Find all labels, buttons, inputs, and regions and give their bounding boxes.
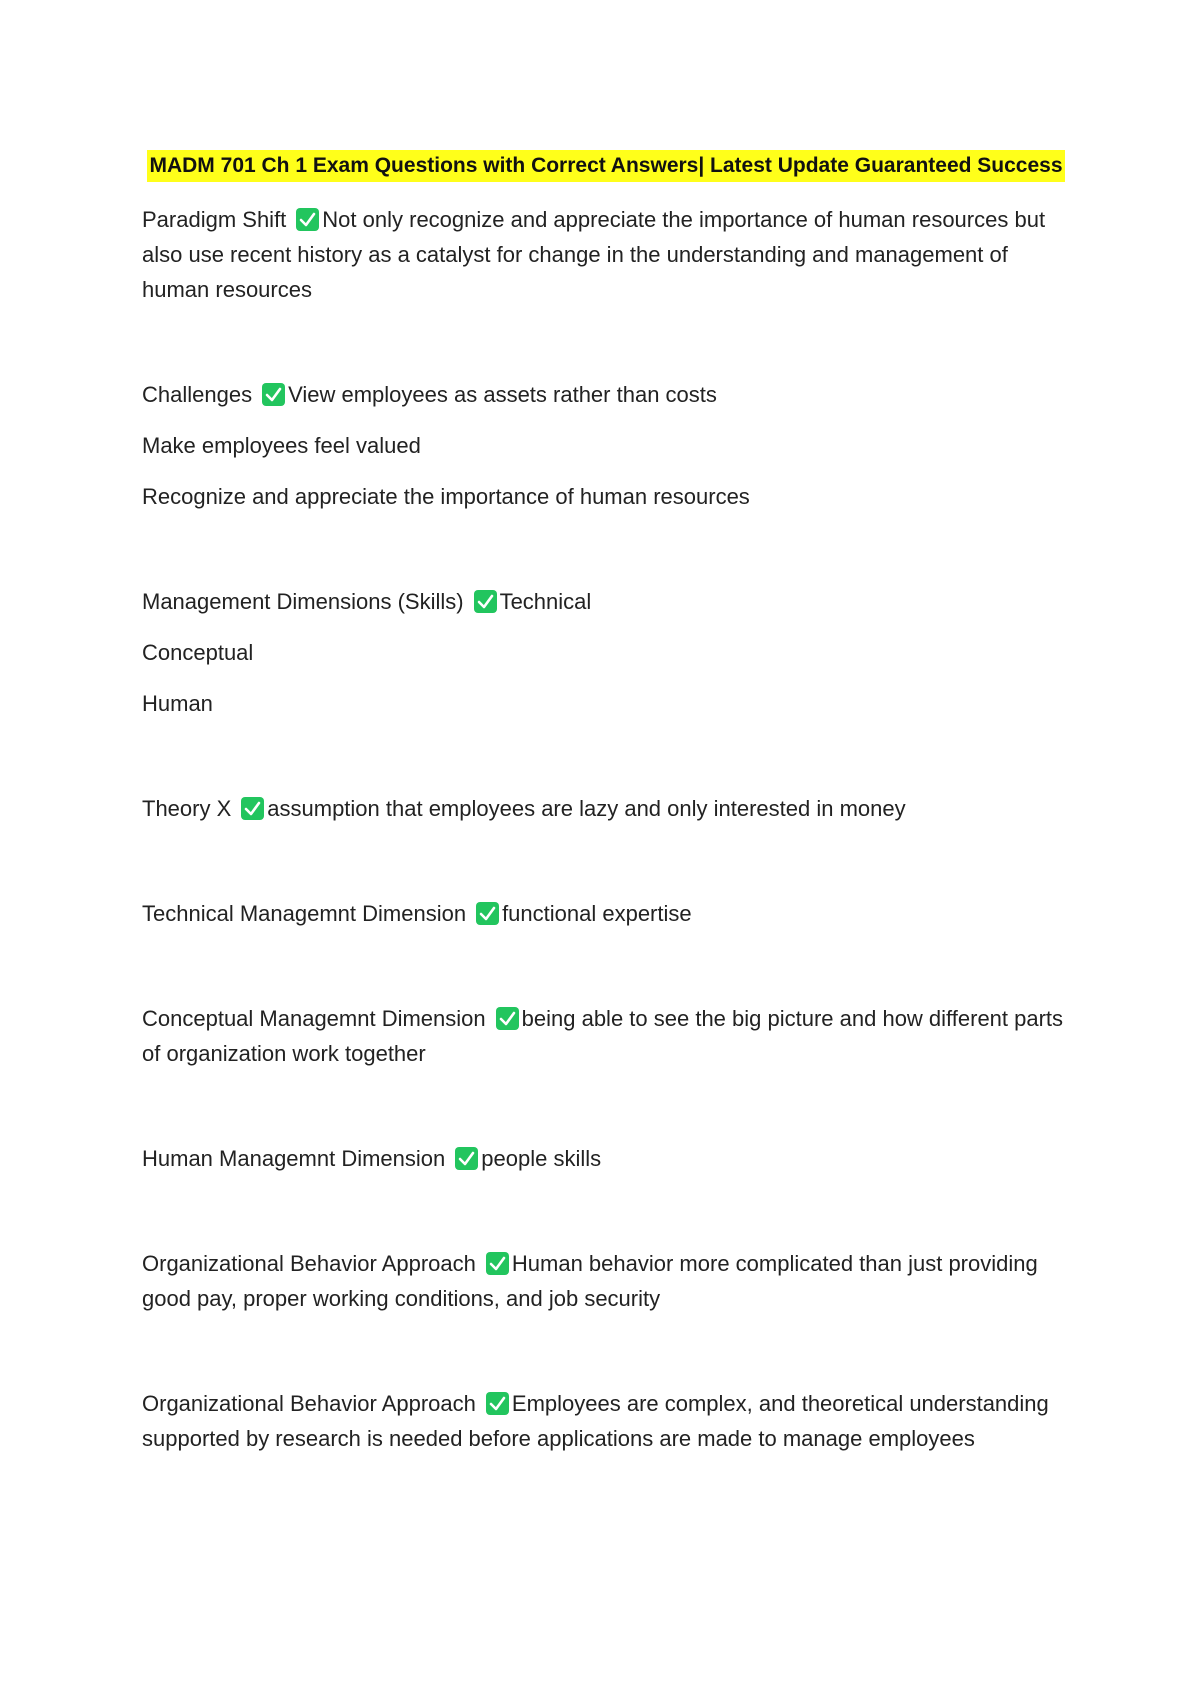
qa-entry <box>142 1246 1070 1316</box>
answer: Not only recognize and appreciate the importance of human resources but also use recent history as a catalyst for change in the understanding and management of human resources <box>142 207 1046 302</box>
answer: functional expertise <box>502 901 692 926</box>
answer: Human behavior more complicated than just providing good pay, proper working conditions, and job security <box>142 1251 1038 1311</box>
term: Organizational Behavior Approach <box>142 1251 476 1276</box>
qa-entry <box>142 896 1070 931</box>
answer: Technical <box>499 589 592 614</box>
checkmark-icon <box>476 902 499 925</box>
term: Human Managemnt Dimension <box>142 1146 446 1171</box>
qa-entry <box>142 1141 1070 1176</box>
term: Challenges <box>142 382 253 407</box>
qa-entry <box>142 584 1070 619</box>
qa-entry <box>142 377 1070 412</box>
checkmark-icon <box>296 208 319 231</box>
answer-continuation: Recognize and appreciate the importance of human resources <box>142 484 750 509</box>
answer-continuation: Make employees feel valued <box>142 433 421 458</box>
qa-entry <box>142 202 1070 307</box>
checkmark-icon <box>241 797 264 820</box>
checkmark-icon <box>486 1252 509 1275</box>
term: Conceptual Managemnt Dimension <box>142 1006 486 1031</box>
title-block <box>142 150 1070 182</box>
checkmark-icon <box>474 590 497 613</box>
answer: Employees are complex, and theoretical understanding supported by research is needed before applications are made to manage employees <box>142 1391 1049 1451</box>
answer: being able to see the big picture and how different parts of organization work together <box>142 1006 1064 1066</box>
checkmark-icon <box>496 1007 519 1030</box>
term: Technical Managemnt Dimension <box>142 901 467 926</box>
answer-continuation: Conceptual <box>142 640 254 665</box>
answer-continuation: Human <box>142 691 213 716</box>
term: Paradigm Shift <box>142 207 287 232</box>
checkmark-icon <box>455 1147 478 1170</box>
checkmark-icon <box>262 383 285 406</box>
checkmark-icon <box>486 1392 509 1415</box>
qa-entry <box>142 1001 1070 1071</box>
document-title: MADM 701 Ch 1 Exam Questions with Correct Answers| Latest Update Guaranteed Success <box>147 150 1064 182</box>
answer: people skills <box>481 1146 602 1171</box>
answer: assumption that employees are lazy and only interested in money <box>267 796 906 821</box>
answer: View employees as assets rather than costs <box>288 382 717 407</box>
term: Theory X <box>142 796 232 821</box>
qa-entry <box>142 791 1070 826</box>
qa-entry <box>142 1386 1070 1456</box>
term: Management Dimensions (Skills) <box>142 589 464 614</box>
term: Organizational Behavior Approach <box>142 1391 476 1416</box>
